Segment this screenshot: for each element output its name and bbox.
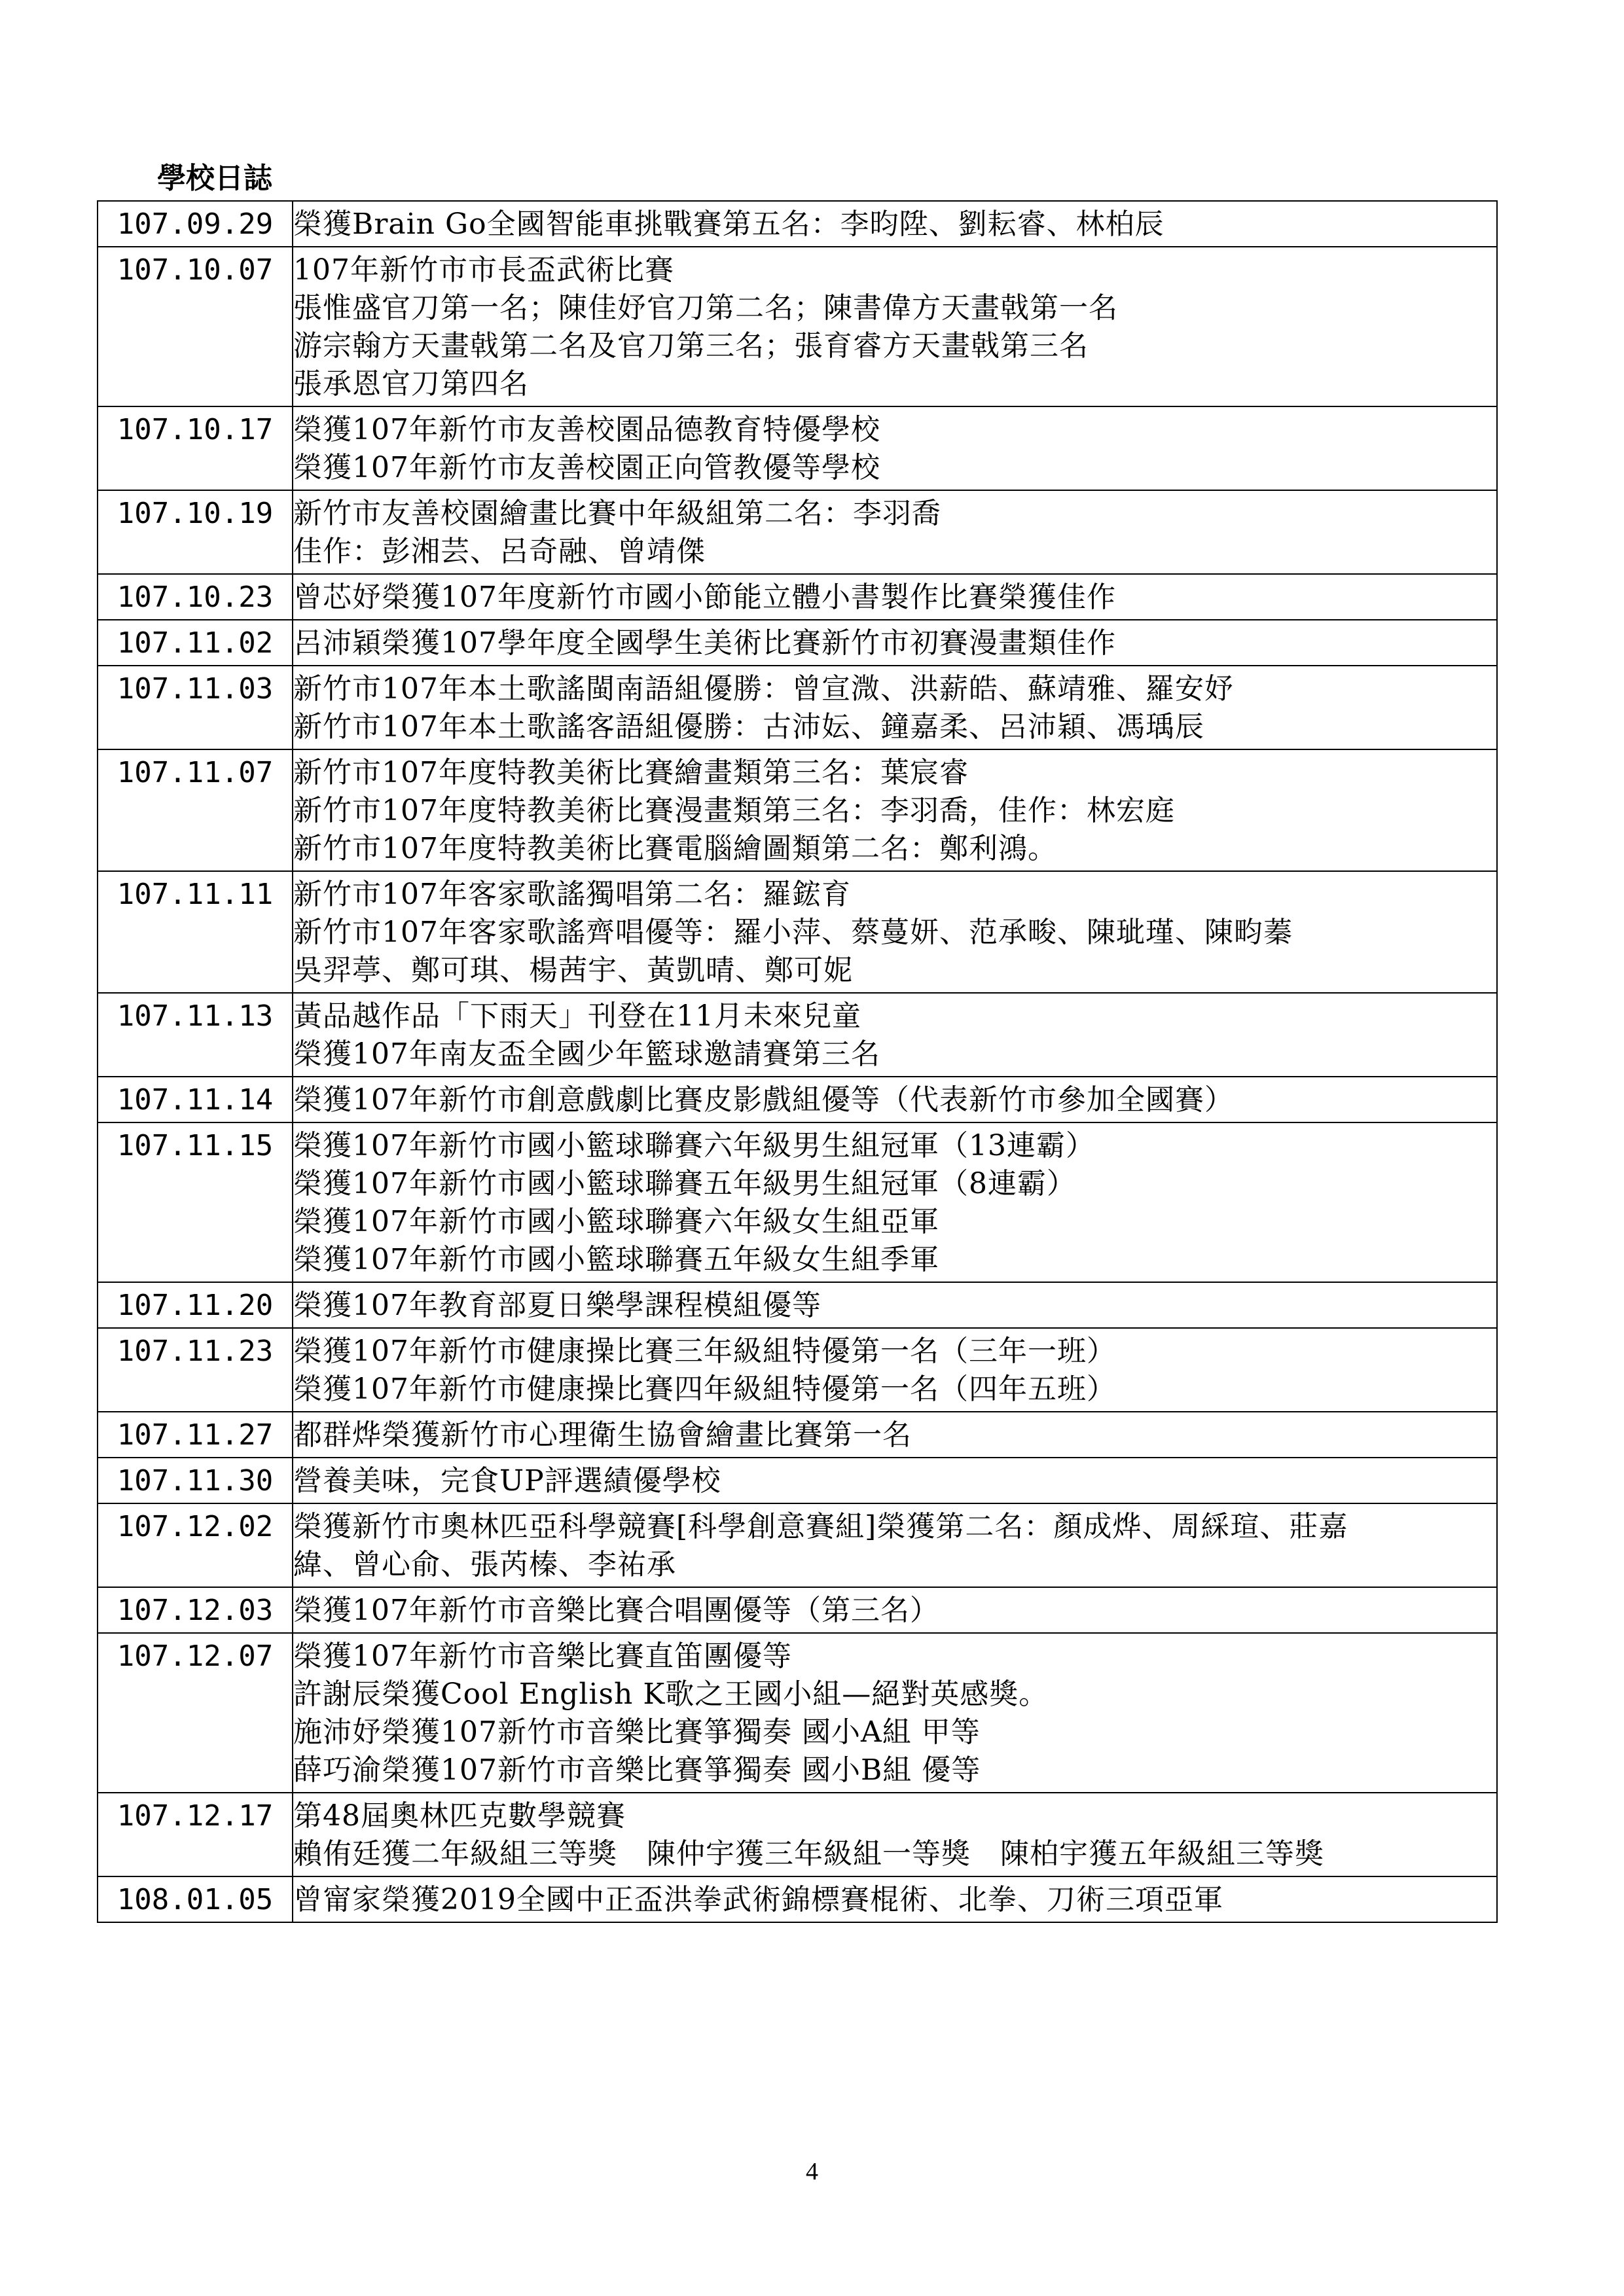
entry-date: 107.11.30 xyxy=(98,1458,293,1503)
entry-description-line: 新竹市107年本土歌謠客語組優勝：古沛妘、鐘嘉柔、呂沛穎、馮瑀辰 xyxy=(293,710,1204,744)
log-entry-row xyxy=(98,1122,1497,1282)
entry-description xyxy=(293,1876,1497,1922)
entry-description-line: 呂沛穎榮獲107學年度全國學生美術比賽新竹市初賽漫畫類佳作 xyxy=(293,626,1116,660)
entry-description-line: 榮獲107年新竹市友善校園品德教育特優學校 xyxy=(293,413,880,446)
entry-description-line: 新竹市107年客家歌謠齊唱優等：羅小萍、蔡蔓妍、范承畯、陳玼瑾、陳畇蓁 xyxy=(293,916,1293,949)
entry-description-line: 緯、曾心俞、張芮榛、李祐承 xyxy=(293,1548,676,1581)
entry-date: 107.11.20 xyxy=(98,1282,293,1328)
page-number: 4 xyxy=(806,2158,818,2185)
entry-date: 108.01.05 xyxy=(98,1876,293,1922)
entry-date: 107.10.17 xyxy=(98,406,293,490)
log-entry-row xyxy=(98,749,1497,871)
entry-description-line: 新竹市107年度特教美術比賽電腦繪圖類第二名：鄭利鴻。 xyxy=(293,832,1057,865)
entry-description xyxy=(293,1282,1497,1328)
entry-date: 107.12.17 xyxy=(98,1793,293,1876)
entry-description-line: 許謝辰榮獲Cool English K歌之王國小組—絕對英感獎。 xyxy=(293,1677,1049,1711)
entry-description-line: 營養美味，完食UP評選績優學校 xyxy=(293,1464,721,1498)
entry-description xyxy=(293,1412,1497,1458)
entry-description-line: 佳作：彭湘芸、呂奇融、曾靖傑 xyxy=(293,535,706,568)
entry-description-line: 張承恩官刀第四名 xyxy=(293,367,529,401)
entry-description-line: 曾芯妤榮獲107年度新竹市國小節能立體小書製作比賽榮獲佳作 xyxy=(293,581,1116,614)
log-entry-row xyxy=(98,247,1497,406)
entry-description-line: 榮獲107年新竹市音樂比賽合唱團優等（第三名） xyxy=(293,1594,939,1627)
entry-description xyxy=(293,1122,1497,1282)
entry-description xyxy=(293,993,1497,1077)
entry-description-line: 薛巧渝榮獲107新竹市音樂比賽箏獨奏 國小B組 優等 xyxy=(293,1753,981,1787)
log-entry-row xyxy=(98,1876,1497,1922)
entry-description-line: 賴侑廷獲二年級組三等獎 陳仲宇獲三年級組一等獎 陳柏宇獲五年級組三等獎 xyxy=(293,1837,1324,1871)
entry-description-line: 榮獲107年南友盃全國少年籃球邀請賽第三名 xyxy=(293,1037,880,1071)
entry-description-line: 榮獲107年教育部夏日樂學課程模組優等 xyxy=(293,1289,821,1322)
log-entry-row xyxy=(98,490,1497,574)
entry-description-line: 榮獲107年新竹市友善校園正向管教優等學校 xyxy=(293,451,880,484)
entry-description-line: 新竹市107年本土歌謠閩南語組優勝：曾宣溦、洪薪皓、蘇靖雅、羅安妤 xyxy=(293,672,1234,706)
entry-date: 107.10.23 xyxy=(98,574,293,620)
entry-description xyxy=(293,490,1497,574)
entry-description-line: 榮獲107年新竹市健康操比賽三年級組特優第一名（三年一班） xyxy=(293,1335,1116,1368)
entry-description-line: 榮獲107年新竹市國小籃球聯賽六年級女生組亞軍 xyxy=(293,1205,939,1238)
log-entry-row xyxy=(98,1633,1497,1793)
entry-date: 107.12.07 xyxy=(98,1633,293,1793)
log-entry-row xyxy=(98,201,1497,247)
log-entry-row xyxy=(98,1077,1497,1122)
log-entry-row xyxy=(98,406,1497,490)
entry-description xyxy=(293,666,1497,749)
log-entry-row xyxy=(98,1282,1497,1328)
entry-description-line: 新竹市107年客家歌謠獨唱第二名：羅鋐育 xyxy=(293,878,851,911)
entry-description-line: 張惟盛官刀第一名；陳佳妤官刀第二名；陳書偉方天畫戟第一名 xyxy=(293,291,1118,325)
entry-date: 107.10.19 xyxy=(98,490,293,574)
entry-description xyxy=(293,574,1497,620)
log-entry-row xyxy=(98,666,1497,749)
entry-description-line: 榮獲107年新竹市音樂比賽直笛團優等 xyxy=(293,1640,792,1673)
log-entry-row xyxy=(98,1458,1497,1503)
entry-description-line: 榮獲107年新竹市健康操比賽四年級組特優第一名（四年五班） xyxy=(293,1372,1116,1406)
entry-description-line: 吳羿葶、鄭可琪、楊茜宇、黃凱晴、鄭可妮 xyxy=(293,954,853,987)
entry-date: 107.11.07 xyxy=(98,749,293,871)
entry-description-line: 曾甯家榮獲2019全國中正盃洪拳武術錦標賽棍術、北拳、刀術三項亞軍 xyxy=(293,1883,1223,1916)
entry-date: 107.11.02 xyxy=(98,620,293,666)
entry-description xyxy=(293,247,1497,406)
log-entry-row xyxy=(98,1412,1497,1458)
log-entry-row xyxy=(98,1587,1497,1633)
entry-description xyxy=(293,749,1497,871)
entry-description-line: 榮獲Brain Go全國智能車挑戰賽第五名：李昀陞、劉耘睿、林柏辰 xyxy=(293,207,1164,241)
entry-description-line: 新竹市友善校園繪畫比賽中年級組第二名：李羽喬 xyxy=(293,497,941,530)
entry-description-line: 榮獲107年新竹市創意戲劇比賽皮影戲組優等（代表新竹市參加全國賽） xyxy=(293,1083,1234,1117)
log-entry-row xyxy=(98,871,1497,993)
school-log-table xyxy=(97,200,1498,1923)
log-entry-row xyxy=(98,620,1497,666)
entry-description xyxy=(293,620,1497,666)
entry-description-line: 新竹市107年度特教美術比賽漫畫類第三名：李羽喬，佳作：林宏庭 xyxy=(293,794,1175,827)
entry-date: 107.11.13 xyxy=(98,993,293,1077)
entry-date: 107.11.14 xyxy=(98,1077,293,1122)
entry-description xyxy=(293,871,1497,993)
entry-description-line: 107年新竹市市長盃武術比賽 xyxy=(293,253,674,287)
entry-description-line: 施沛妤榮獲107新竹市音樂比賽箏獨奏 國小A組 甲等 xyxy=(293,1715,981,1749)
entry-description xyxy=(293,1503,1497,1587)
entry-description-line: 黃品越作品「下雨天」刊登在11月未來兒童 xyxy=(293,999,861,1033)
entry-date: 107.12.03 xyxy=(98,1587,293,1633)
entry-description xyxy=(293,1077,1497,1122)
entry-date: 107.11.15 xyxy=(98,1122,293,1282)
school-log-table-body xyxy=(98,201,1497,1922)
entry-description-line: 都群烨榮獲新竹市心理衛生協會繪畫比賽第一名 xyxy=(293,1418,912,1452)
entry-description xyxy=(293,1587,1497,1633)
log-entry-row xyxy=(98,993,1497,1077)
entry-date: 107.11.23 xyxy=(98,1328,293,1412)
log-entry-row xyxy=(98,1503,1497,1587)
entry-description-line: 新竹市107年度特教美術比賽繪畫類第三名：葉宸睿 xyxy=(293,756,969,789)
entry-description-line: 游宗翰方天畫戟第二名及官刀第三名；張育睿方天畫戟第三名 xyxy=(293,329,1089,363)
entry-description xyxy=(293,1793,1497,1876)
entry-description-line: 榮獲107年新竹市國小籃球聯賽六年級男生組冠軍（13連霸） xyxy=(293,1129,1095,1162)
entry-description xyxy=(293,201,1497,247)
entry-date: 107.10.07 xyxy=(98,247,293,406)
entry-date: 107.09.29 xyxy=(98,201,293,247)
entry-date: 107.11.27 xyxy=(98,1412,293,1458)
log-entry-row xyxy=(98,1793,1497,1876)
entry-date: 107.12.02 xyxy=(98,1503,293,1587)
log-entry-row xyxy=(98,1328,1497,1412)
entry-description xyxy=(293,1458,1497,1503)
log-entry-row xyxy=(98,574,1497,620)
entry-description xyxy=(293,1633,1497,1793)
entry-description xyxy=(293,406,1497,490)
entry-description-line: 榮獲107年新竹市國小籃球聯賽五年級男生組冠軍（8連霸） xyxy=(293,1167,1076,1200)
entry-description-line: 榮獲新竹市奧林匹亞科學競賽[科學創意賽組]榮獲第二名：顏成烨、周綵瑄、莊嘉 xyxy=(293,1510,1348,1543)
entry-date: 107.11.03 xyxy=(98,666,293,749)
entry-description-line: 榮獲107年新竹市國小籃球聯賽五年級女生組季軍 xyxy=(293,1243,939,1276)
document-heading: 學校日誌 xyxy=(157,162,272,195)
entry-date: 107.11.11 xyxy=(98,871,293,993)
entry-description-line: 第48屆奧林匹克數學競賽 xyxy=(293,1799,626,1833)
entry-description xyxy=(293,1328,1497,1412)
